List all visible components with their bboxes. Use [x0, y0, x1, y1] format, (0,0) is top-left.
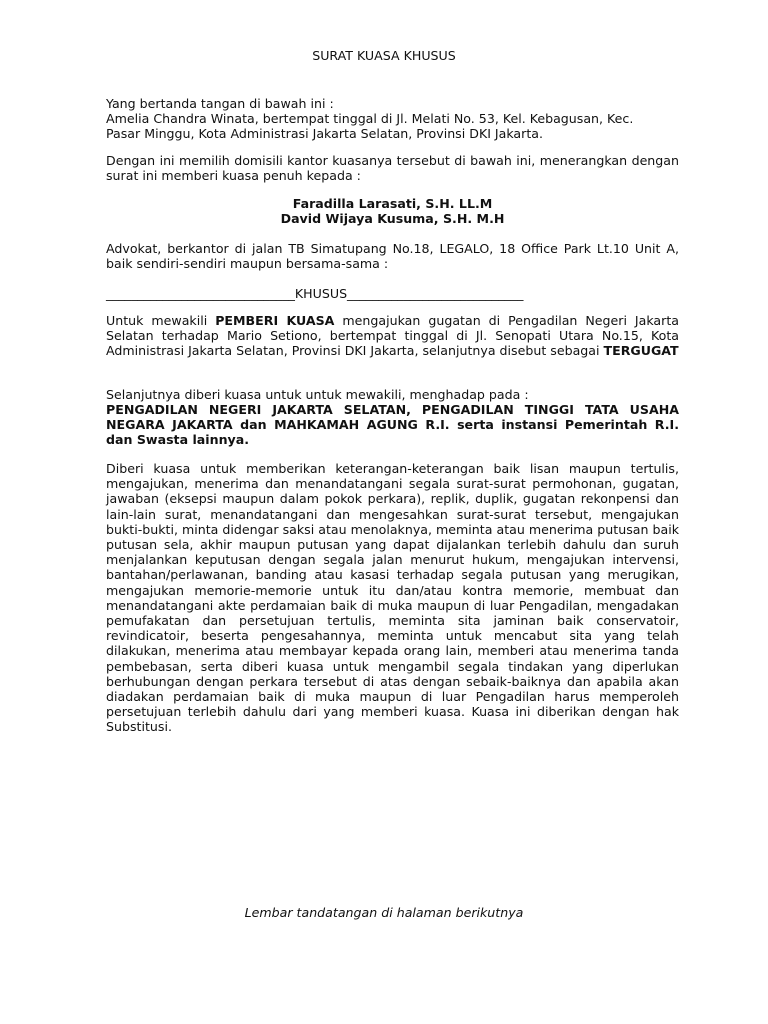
domicile-paragraph: Dengan ini memilih domisili kantor kuasanya tersebut di bawah ini, menerangkan dengan surat ini memberi kuasa penuh kepada :	[106, 153, 679, 184]
further-line: Selanjutnya diberi kuasa untuk untuk mewakili, menghadap pada :	[106, 387, 529, 402]
intro-line-2: Amelia Chandra Winata, bertempat tinggal di Jl. Melati No. 53, Kel. Kebagusan, Kec.	[106, 111, 634, 127]
representation-post: mengajukan gugatan di Pengadilan Negeri Jakarta Selatan terhadap Mario Setiono, bertempat tinggal di Jl. Senopati Utara No.15, Kota Administrasi Jakarta Selatan, Provinsi DKI Jakarta, selanjutnya disebut sebagai	[106, 313, 679, 359]
intro-line-1: Yang bertanda tangan di bawah ini :	[106, 96, 334, 111]
attorney-name-2: David Wijaya Kusuma, S.H. M.H	[280, 211, 505, 227]
intro-section	[106, 96, 679, 142]
intro-line-3: Pasar Minggu, Kota Administrasi Jakarta Selatan, Provinsi DKI Jakarta.	[106, 126, 543, 142]
document-title: SURAT KUASA KHUSUS	[312, 48, 456, 63]
representation-pre: Untuk mewakili	[106, 313, 216, 328]
attorney-names	[106, 196, 679, 226]
courts-paragraph: PENGADILAN NEGERI JAKARTA SELATAN, PENGADILAN TINGGI TATA USAHA NEGARA JAKARTA dan MAHKAMAH AGUNG R.I. serta instansi Pemerintah R.I. dan Swasta lainnya.	[106, 402, 679, 448]
tergugat-label: TERGUGAT	[603, 343, 679, 359]
powers-paragraph: Diberi kuasa untuk memberikan keterangan-keterangan baik lisan maupun tertulis, mengajukan, menerima dan menandatangani segala surat-surat permohonan, gugatan, jawaban (eksepsi maupun dalam pokok perkara), replik, duplik, gugatan rekonpensi dan lain-lain surat, menandatangani dan mengesahkan surat-surat tersebut, mengajukan bukti-bukti, minta didengar saksi atau menolaknya, meminta atau menerima putusan baik putusan sela, akhir maupun putusan yang dapat dijalankan terlebih dahulu dan suruh menjalankan keputusan dengan segala jalan menurut hukum, mengajukan intervensi, bantahan/perlawanan, banding atau kasasi terhadap segala putusan yang merugikan, mengajukan memorie-memorie untuk itu dan/atau kontra memorie, membuat dan menandatangani akte perdamaian baik di muka maupun di luar Pengadilan, mengadakan pemufakatan dan persetujuan tertulis, meminta sita jaminan baik conservatoir, revindicatoir, beserta pengesahannya, meminta untuk mencabut sita yang telah dilakukan, menerima atau membayar kepada orang lain, memberi atau menerima tanda pembebasan, serta diberi kuasa untuk mengambil segala tindakan yang diperlukan berhubungan dengan perkara tersebut di atas dengan sebaik-baiknya dan apabila akan diadakan perdamaian baik di muka maupun di luar Pengadilan harus memperoleh persetujuan terlebih dahulu dari yang memberi kuasa. Kuasa ini diberikan dengan hak Substitusi.	[106, 461, 679, 735]
attorney-name-1: Faradilla Larasati, S.H. LL.M	[292, 196, 493, 211]
advocate-office-paragraph: Advokat, berkantor di jalan TB Simatupang No.18, LEGALO, 18 Office Park Lt.10 Unit A, baik sendiri-sendiri maupun bersama-sama :	[106, 241, 679, 272]
khusus-heading: ______________________________KHUSUS____________________________	[106, 286, 524, 301]
pemberi-kuasa-label: PEMBERI KUASA	[215, 313, 335, 328]
signature-page-note: Lembar tandatangan di halaman berikutnya	[244, 905, 524, 920]
representation-paragraph	[106, 313, 679, 359]
